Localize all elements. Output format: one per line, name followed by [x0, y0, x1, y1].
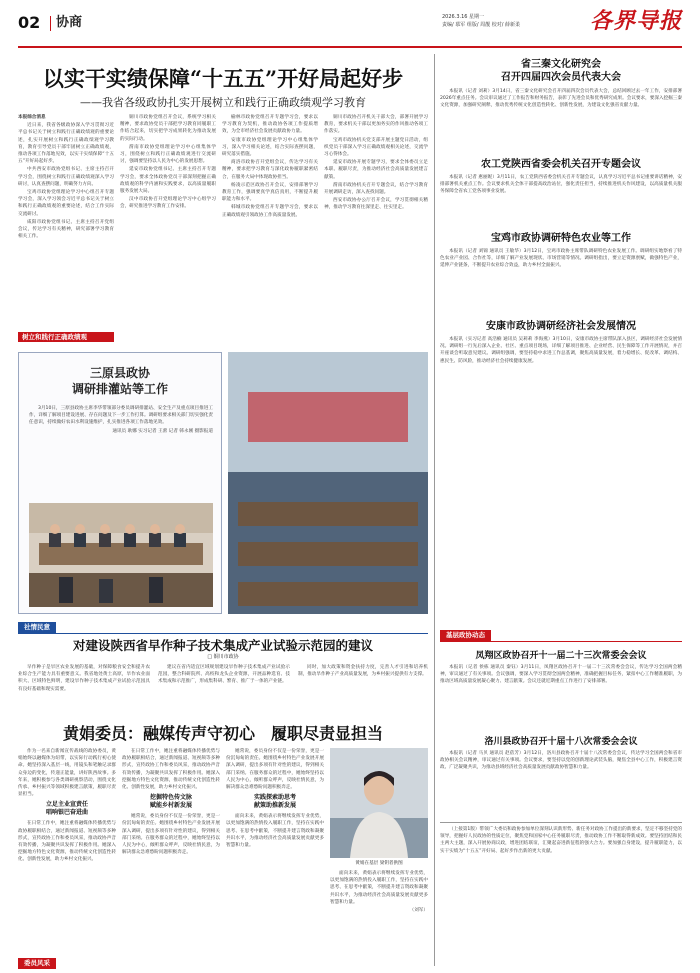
lead-col2-para-1: 铜川市政协党组召开会议，系统学习相关精神，要求政协党员干部把学习教育同履职工作结合起来，切实把学习成果转化为推动发展的实际行动。	[120, 115, 216, 142]
feature-para-2: 建议在省内适宜区域规划建设旱作种子技术集成产业试验示范园，整合科研院所、高校和龙头企业资源，开展品种选育、技术集成和示范推广，形成集科研、繁育、推广于一体的产业链。	[158, 665, 290, 685]
sanyuan-photo	[29, 503, 213, 607]
news4-text: 本报讯（实习记者 高浩楠 通讯员 吴莉莉 李海燕）3月10日，安康市政协主席带队深入县区，调研经济社会发展情况。调研组一行先后深入企业、社区、重点项目现场，详细了解项目推进、企业经营、民生保障等工作开展情况，并召开座谈会听取意见建议。调研组强调，要坚持稳中求进工作总基调，聚焦高质量发展，着力稳增长、促改革、调结构、惠民生、防风险，推动经济社会持续健康发展。	[440, 337, 682, 364]
section-name: 协商	[56, 15, 83, 30]
profile-col1-text: 作为一名来自新闻宣传战线的政协委员，黄娟始终以融媒体为纽带，以实际行动践行初心使命。她坚持深入基层一线，用镜头和笔触记录群众身边的变化，传递正能量，讲好陕西故事。多年来，她积极参与各类调研视察活动，围绕文化传承、乡村振兴等领域积极建言献策，履职尽责显担当。	[18, 749, 116, 798]
feature-column-3	[298, 664, 428, 720]
lead-col2-para-4: 汉中市政协召开党组理论学习中心组学习会，研究推进学习教育工作安排。	[120, 197, 216, 210]
column-divider	[434, 54, 435, 966]
profile-subhead-2: 挖掘特色传文脉 赋能乡村新发展	[149, 794, 192, 810]
tag-committee-members: 委员风采	[18, 958, 56, 969]
feature-rule	[18, 633, 428, 634]
news2-title: 农工党陕西省委会机关召开专题会议	[481, 159, 641, 170]
sanyuan-credit: 通讯员 耿娜 实习记者 王蕾 记者 韩永刚 摄影报道	[112, 428, 213, 434]
profile-title: 黄娟委员：融媒传声守初心 履职尽责显担当	[62, 724, 383, 743]
feature-column-1	[18, 664, 150, 720]
profile-subhead-3: 实践探索助思考 献策助推新发展	[253, 794, 296, 810]
lead-col4-para-3: 延安市政协开展专题学习，要求全体委员立足本职、履职尽责，为推动经济社会高质量发展建言献策。	[324, 160, 428, 180]
lead-col4-para-2: 宝鸡市政协机关党支部开展主题党日活动，组织党员干部深入学习正确政绩观相关论述，交流学习心得体会。	[324, 137, 428, 158]
lead-col3-para-4: 杨凌示范区政协召开会议，安排部署学习教育工作，强调要真学真信真用，不断提升履职能力和水平。	[222, 182, 318, 203]
sanyuan-body-text: 3月10日，三原县政协主席李华带领部分委员调研排灌站、安全生产及重点项目推进工作，详细了解项目建设进展、存在问题及下一步工作打算。调研组要求相关部门切实强化责任意识，持续做好农田水利设施维护，扎实推进各项工作落地见效。	[29, 406, 213, 426]
lead-column-4	[324, 114, 428, 346]
feature-para-1: 早作种子是旱区农业发展的基础，对保障粮食安全和提升农业综合生产能力具有重要意义。我省地处黄土高原，旱作农业面积大、区域特色鲜明，建设旱作种子技术集成产业试验示范园具有良好基础和现实需要。	[18, 665, 150, 692]
news3-body	[440, 248, 682, 312]
feature-byline: □ 铜川市政协	[207, 654, 239, 660]
grassroots-rule	[440, 641, 682, 642]
profile-column-4	[330, 870, 428, 954]
news5-text: 本报讯（记者 侯栋 通讯员 秦钰）3月11日，凤翔区政协召开十一届二十三次常委会会议，传达学习全国两会精神，审议通过了有关事项。会议强调，要深入学习贯彻全国两会精神，准确把握目标任务，紧扣中心工作精准履职，为推动区域高质量发展凝心聚力、建言献策。会议还就近期重点工作进行了安排部署。	[440, 665, 682, 685]
profile-col3-text: 她常说，委员身份不仅是一份荣誉，更是一份沉甸甸的责任。她围绕乡村特色产业发展开展深入调研，提出多项有针对性的建议，得到相关部门采纳。在服务群众的过程中，她始终坚持以人民为中心，倾听群众呼声，反映社情民意，为解决群众急难愁盼问题积极奔走。	[226, 749, 324, 791]
lead-title: 以实干实绩保障“十五五”开好局起好步	[42, 66, 404, 91]
profile-col4-text: 面向未来，黄娟表示将继续发挥专业优势，以更加饱满的热情投入履职工作，坚持在实践中思考、在思考中献策，不断提升建言资政和凝聚共识水平，为推动经济社会高质量发展贡献更多智慧和力量。	[330, 871, 428, 905]
profile-col2-more: 她常说，委员身份不仅是一份荣誉，更是一份沉甸甸的责任。她围绕乡村特色产业发展开展深入调研，提出多项有针对性的建议，得到相关部门采纳。在服务群众的过程中，她始终坚持以人民为中心，倾听群众呼声，反映社情民意，为解决群众急难愁盼问题积极奔走。	[122, 814, 220, 856]
tag-grassroots: 基层政协动态	[440, 630, 491, 641]
lead-photo	[228, 352, 428, 614]
header-divider	[50, 16, 51, 31]
lead-column-1	[18, 114, 114, 326]
lead-col2-para-3: 延安市政协党组书记、主席主持召开专题学习会，要求全体政协党员干部深刻把握正确政绩观的科学内涵和实践要求，以高质量履职服务发展大局。	[120, 167, 216, 195]
profile-caption: 黄娟在基层 梁钥者供图	[355, 861, 403, 866]
continued-rule	[440, 822, 682, 823]
news6-text: 本报讯（记者 马贝 通讯员 赵蓓芳）3月12日，洛川县政协召开十届十八次常委会会议，传达学习全国两会和省市政协相关会议精神，审议通过有关事项。会议要求，要坚持以党的创新理论武装头脑，聚焦全县中心工作，积极建言资政、广泛凝聚共识，为推动县域经济社会高质量发展贡献政协智慧和力量。	[440, 751, 682, 771]
sanyuan-body	[29, 405, 213, 495]
news4-body	[440, 336, 682, 420]
lead-col3-para-5: 韩城市政协党组召开专题学习会，要求以正确政绩观引领政协工作高质量发展。	[222, 205, 318, 218]
tag-social-opinion: 社情民意	[18, 622, 56, 633]
news2-text: 本报讯（记者 惠丽妮）3月11日，农工党陕西省委会机关召开专题会议，认真学习习近平总书记重要讲话精神，安排部署机关重点工作。会议要求机关全体干部提高政治站位，强化责任担当，持续推进机关作风建设，以高质量机关服务保障全省农工党各项事业发展。	[440, 175, 682, 195]
news5-body	[440, 664, 682, 728]
lead-col1-para-3: 宝鸡市政协党组理论学习中心组召开专题学习会，深入学习领会习近平总书记关于树立和践行正确政绩观的重要论述，结合工作实际交流研讨。	[18, 190, 114, 217]
newspaper-logo: 各界导报	[589, 8, 682, 34]
lead-col1-para-4: 咸阳市政协党组书记、主席主持召开党组会议，传达学习有关精神，研究部署学习教育相关工作。	[18, 219, 114, 240]
news2-body	[440, 174, 682, 224]
profile-column-2	[122, 748, 220, 954]
lead-col3-para-2: 安康市政协党组理论学习中心组集体学习，深入学习相关论述，结合实际查摆问题，研究落实措施。	[222, 137, 318, 158]
sanyuan-box	[18, 352, 222, 614]
right-news-column	[440, 54, 682, 966]
lead-col1-para-1: 近日来，我省各级政协深入学习贯彻习近平总书记关于树立和践行正确政绩观的重要论述，扎实开展树立和践行正确政绩观学习教育，教育引导党员干部牢固树立正确政绩观，推动各项工作落地见效，以实干实绩保障“十五五”开好局起好步。	[18, 123, 114, 165]
profile-col3-more: 面向未来，黄娟表示将继续发挥专业优势，以更加饱满的热情投入履职工作，坚持在实践中思考、在思考中献策，不断提升建言资政和凝聚共识水平，为推动经济社会高质量发展贡献更多智慧和力量。	[226, 814, 324, 849]
news7-text: （上接第1版）带领广大委员和政协参加单位深刻认识新形势、新任务对政协工作提出的新要求，坚定不移坚持党的领导，把握好人民政协的性质定位，聚焦党和国家中心任务履职尽责，推动政协工作不断取得新成效。要坚持团结和民主两大主题，深入开展协商议政，增进团结联谊，汇聚起奋进新征程的强大合力。要加强自身建设，提升履职能力，以实干实绩为“十五五”开好局、起好步作出新的更大贡献。	[440, 827, 682, 854]
page-number: 02	[18, 13, 41, 32]
lead-col4-para-5: 西安市政协办公厅召开会议，学习贯彻相关精神，推动学习教育往深里走、往实里走。	[324, 198, 428, 211]
news3-text: 本报讯（记者 刘锦 通讯员 王敏华）3月12日，宝鸡市政协主席带队调研特色农业发展工作。调研组实地察看了特色农业产业园、合作社等，详细了解产业发展现状、市场营销等情况。调研组指出，要立足资源禀赋，做强特色产业，延伸产业链条，不断提升农业综合效益，助力乡村全面振兴。	[440, 249, 682, 269]
news6-body	[440, 750, 682, 814]
feature-para-3: 同时，加大政策和资金扶持力度，完善人才引进和培养机制，推动旱作种子产业高质量发展，为乡村振兴提供有力支撑。	[298, 665, 428, 678]
news5-title: 凤翔区政协召开十一届二十三次常委会会议	[475, 651, 647, 661]
lead-col3-para-1: 榆林市政协党组召开专题学习会，要求以学习教育为契机，推动政协各项工作提质增效，为全市经济社会发展贡献政协力量。	[222, 115, 318, 135]
portrait-image	[330, 748, 428, 858]
conference-photo-image	[228, 352, 428, 614]
news6-title: 洛川县政协召开十届十八次常委会会议	[484, 737, 638, 747]
page-header	[18, 8, 682, 48]
news1-body	[440, 88, 682, 152]
lead-col2-para-2: 渭南市政协党组理论学习中心组集体学习，围绕树立和践行正确政绩观进行交流研讨，强调要坚持以人民为中心的发展思想。	[120, 144, 216, 165]
profile-col1-more: 在日常工作中，她注重将融媒体传播优势与政协履职相结合，通过新闻报道、短视频等多种形式，宣传政协工作和委员风采，推动政协声音有效传播，为凝聚共识发挥了积极作用。她深入挖掘地方特色文化资源，推动传统文化创造性转化、创新性发展，助力乡村文化振兴。	[18, 821, 116, 863]
issue-date: 2026.3.16 星期一	[442, 14, 485, 20]
lead-side-bar: 树立和践行正确政绩观	[18, 332, 114, 342]
news7-body	[440, 826, 682, 926]
lead-col4-para-4: 渭南市政协机关召开专题会议，结合学习教育开展调研走访，深入查找问题。	[324, 182, 428, 196]
lead-byline: 本报综合消息	[18, 115, 46, 120]
profile-photo	[330, 748, 428, 858]
lead-subtitle: ——我省各级政协扎实开展树立和践行正确政绩观学习教育	[80, 96, 366, 109]
news4-title: 安康市政协调研经济社会发展情况	[486, 321, 636, 332]
profile-signoff: （刘军）	[409, 908, 428, 914]
editor-credits: 责编/ 慕军 组版/ 周靓 校对/ 薛新柔	[442, 22, 521, 28]
lead-column-3	[222, 114, 318, 346]
profile-subhead-1: 立足主业宣责任 唱响银巴奋进曲	[45, 801, 88, 817]
profile-column-1	[18, 748, 116, 954]
sanyuan-title: 三原县政协 调研排灌站等工作	[71, 366, 168, 396]
profile-col2-text: 在日常工作中，她注重将融媒体传播优势与政协履职相结合，通过新闻报道、短视频等多种形式，宣传政协工作和委员风采，推动政协声音有效传播，为凝聚共识发挥了积极作用。她深入挖掘地方特色文化资源，推动传统文化创造性转化、创新性发展，助力乡村文化振兴。	[122, 749, 220, 791]
news3-title: 宝鸡市政协调研特色农业等工作	[491, 233, 631, 244]
feature-title: 对建设陕西省早作种子技术集成产业试验示范园的建议	[72, 638, 373, 653]
profile-column-3	[226, 748, 324, 954]
lead-col1-para-2: 中共西安市政协党组书记、主席主持召开学习会，围绕树立和践行正确政绩观深入学习研讨，认真查摆问题，明确努力方向。	[18, 167, 114, 187]
meeting-photo-image	[29, 503, 213, 607]
feature-column-2	[158, 664, 290, 720]
lead-col4-para-1: 铜川市政协召开机关干部大会，部署开展学习教育，要求机关干部以更加务实的作风推动各项工作落实。	[324, 115, 428, 135]
lead-col3-para-3: 商洛市政协召开党组会议，传达学习有关精神，要求把学习教育与深化政协履职紧密结合，在服务大局中体现政协担当。	[222, 160, 318, 180]
news1-title: 省三秦文化研究会 召开四届四次会员代表大会	[501, 59, 621, 83]
news1-text: 本报讯（记者 刘莉）3月14日，省三秦文化研究会召开四届四次会员代表大会，总结回顾过去一年工作，安排部署2026年重点任务。会议审议通过了工作报告和财务报告，表彰了先进会员和优秀研究成果。会议要求，要深入挖掘三秦文化资源，加强研究阐释，推动优秀传统文化创造性转化、创新性发展，为建设文化强省贡献力量。	[440, 89, 682, 109]
lead-column-2	[120, 114, 216, 346]
